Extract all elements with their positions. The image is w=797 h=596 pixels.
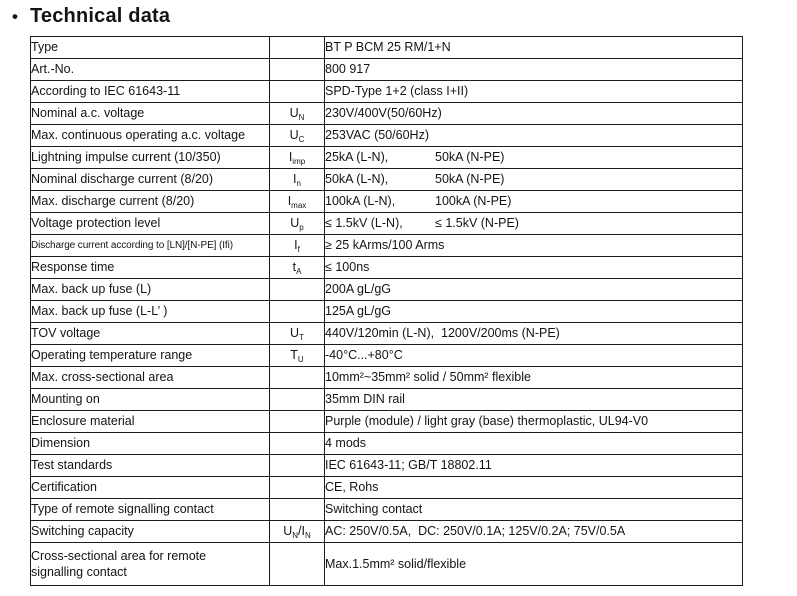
table-row [31, 147, 743, 169]
spec-value: 50kA (L-N), 50kA (N-PE) [325, 169, 743, 191]
spec-symbol [270, 81, 325, 103]
table-row [31, 169, 743, 191]
table-row [31, 521, 743, 543]
spec-symbol: $U_N/I_N$ [270, 521, 325, 543]
section-heading [12, 5, 170, 28]
table-row [31, 499, 743, 521]
spec-symbol: $T_U$ [270, 345, 325, 367]
table-row [31, 103, 743, 125]
spec-value: 200A gL/gG [325, 279, 743, 301]
table-row [31, 411, 743, 433]
spec-label: Nominal a.c. voltage [31, 103, 270, 125]
spec-label: Lightning impulse current (10/350) [31, 147, 270, 169]
table-row [31, 279, 743, 301]
spec-label: Type of remote signalling contact [31, 499, 270, 521]
spec-label: Max. back up fuse (L-L’ ) [31, 301, 270, 323]
spec-symbol: $U_p$ [270, 213, 325, 235]
spec-label: Mounting on [31, 389, 270, 411]
spec-value: 4 mods [325, 433, 743, 455]
spec-value: SPD-Type 1+2 (class I+II) [325, 81, 743, 103]
spec-label: Operating temperature range [31, 345, 270, 367]
spec-symbol: $U_N$ [270, 103, 325, 125]
spec-value: 230V/400V(50/60Hz) [325, 103, 743, 125]
spec-value: 253VAC (50/60Hz) [325, 125, 743, 147]
spec-symbol: $I_{imp}$ [270, 147, 325, 169]
table-row [31, 37, 743, 59]
spec-symbol [270, 367, 325, 389]
spec-symbol [270, 279, 325, 301]
table-row [31, 433, 743, 455]
spec-value: IEC 61643-11; GB/T 18802.11 [325, 455, 743, 477]
spec-symbol [270, 411, 325, 433]
spec-value: 125A gL/gG [325, 301, 743, 323]
spec-value: BT P BCM 25 RM/1+N [325, 37, 743, 59]
spec-symbol [270, 433, 325, 455]
spec-symbol [270, 499, 325, 521]
spec-symbol: $I_n$ [270, 169, 325, 191]
spec-symbol [270, 59, 325, 81]
bullet-icon: • [12, 7, 18, 26]
table-row [31, 543, 743, 586]
spec-value: AC: 250V/0.5A, DC: 250V/0.1A; 125V/0.2A; 75V/0.5A [325, 521, 743, 543]
spec-value: 25kA (L-N), 50kA (N-PE) [325, 147, 743, 169]
table-row [31, 257, 743, 279]
spec-value: ≤ 1.5kV (L-N), ≤ 1.5kV (N-PE) [325, 213, 743, 235]
spec-symbol [270, 301, 325, 323]
spec-label: Nominal discharge current (8/20) [31, 169, 270, 191]
spec-label: Enclosure material [31, 411, 270, 433]
spec-symbol: $I_f$ [270, 235, 325, 257]
spec-symbol [270, 543, 325, 586]
table-row [31, 125, 743, 147]
spec-value: 440V/120min (L-N), 1200V/200ms (N-PE) [325, 323, 743, 345]
spec-symbol: $U_C$ [270, 125, 325, 147]
spec-label: Response time [31, 257, 270, 279]
spec-symbol: $I_{max}$ [270, 191, 325, 213]
spec-value: 100kA (L-N), 100kA (N-PE) [325, 191, 743, 213]
technical-data-table [30, 36, 743, 586]
spec-value: 10mm²~35mm² solid / 50mm² flexible [325, 367, 743, 389]
table-row [31, 59, 743, 81]
spec-symbol: $t_A$ [270, 257, 325, 279]
table-row [31, 191, 743, 213]
spec-symbol: $U_T$ [270, 323, 325, 345]
spec-label: TOV voltage [31, 323, 270, 345]
spec-value: ≤ 100ns [325, 257, 743, 279]
spec-value: ≥ 25 kArms/100 Arms [325, 235, 743, 257]
table-row [31, 389, 743, 411]
spec-value: Purple (module) / light gray (base) thermoplastic, UL94-V0 [325, 411, 743, 433]
page-title: Technical data [29, 5, 171, 27]
spec-symbol [270, 389, 325, 411]
spec-label: Test standards [31, 455, 270, 477]
table-row [31, 455, 743, 477]
spec-value: Max.1.5mm² solid/flexible [325, 543, 743, 586]
spec-label: Dimension [31, 433, 270, 455]
technical-data-table-body [31, 37, 743, 586]
spec-symbol [270, 477, 325, 499]
spec-label: Voltage protection level [31, 213, 270, 235]
table-row [31, 477, 743, 499]
table-row [31, 81, 743, 103]
spec-label: Max. back up fuse (L) [31, 279, 270, 301]
spec-label: Max. discharge current (8/20) [31, 191, 270, 213]
spec-label: Switching capacity [31, 521, 270, 543]
spec-label: Cross-sectional area for remote signalling contact [31, 543, 270, 586]
spec-label: Art.-No. [31, 59, 270, 81]
spec-value: Switching contact [325, 499, 743, 521]
table-row [31, 235, 743, 257]
spec-symbol [270, 37, 325, 59]
table-row [31, 345, 743, 367]
table-row [31, 213, 743, 235]
spec-label: According to IEC 61643-11 [31, 81, 270, 103]
spec-value: 800 917 [325, 59, 743, 81]
table-row [31, 367, 743, 389]
spec-value: CE, Rohs [325, 477, 743, 499]
spec-value: 35mm DIN rail [325, 389, 743, 411]
spec-label: Certification [31, 477, 270, 499]
spec-label: Max. continuous operating a.c. voltage [31, 125, 270, 147]
spec-label: Max. cross-sectional area [31, 367, 270, 389]
spec-label: Type [31, 37, 270, 59]
table-row [31, 323, 743, 345]
spec-label: Discharge current according to [LN]/[N-PE] (Ifi) [31, 235, 270, 257]
spec-symbol [270, 455, 325, 477]
spec-value: -40°C...+80°C [325, 345, 743, 367]
table-row [31, 301, 743, 323]
